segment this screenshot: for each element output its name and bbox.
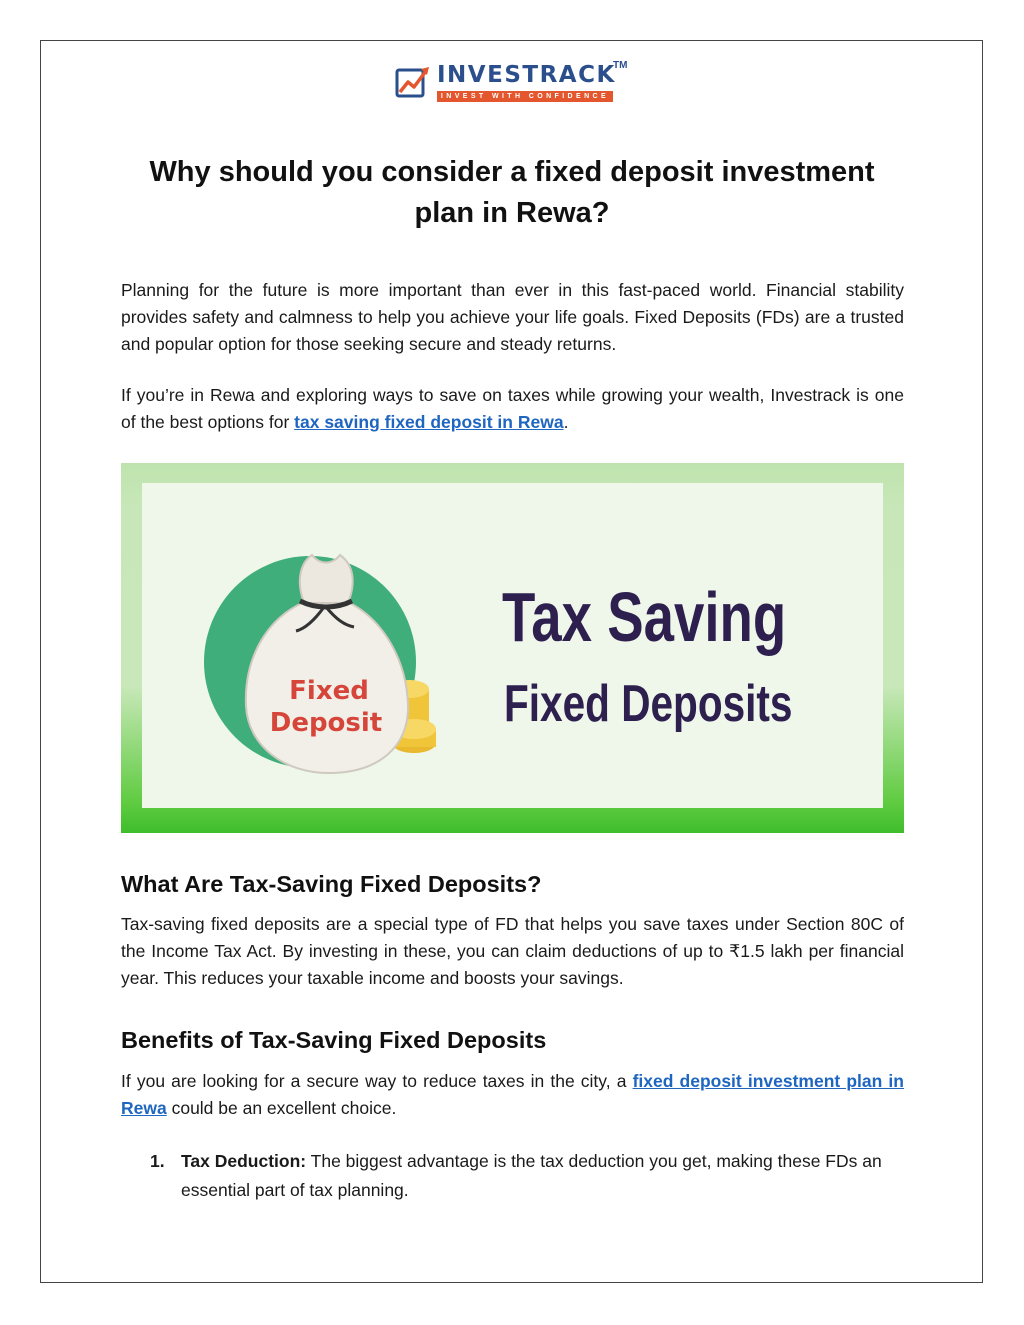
section2-body xyxy=(121,1068,904,1122)
section-heading-what-are: What Are Tax-Saving Fixed Deposits? xyxy=(121,871,542,897)
tax-saving-fd-link[interactable]: tax saving fixed deposit in Rewa xyxy=(294,412,564,432)
bag-label-line2: Deposit xyxy=(269,708,383,738)
section-heading-benefits: Benefits of Tax-Saving Fixed Deposits xyxy=(121,1027,547,1053)
banner-title-line2: Fixed Deposits xyxy=(504,675,793,733)
bag-label-line1: Fixed xyxy=(289,676,369,706)
tax-saving-fd-banner xyxy=(121,463,904,833)
logo-wordmark: INVESTRACK xyxy=(437,62,616,88)
intro-paragraph-2-end: . xyxy=(563,412,569,432)
fd-investment-plan-link[interactable]: fixed deposit investment plan in Rewa xyxy=(121,1071,904,1118)
list-item-body xyxy=(181,1147,903,1205)
list-item-text: The biggest advantage is the tax deduction you get, making these FDs an essential part of tax planning. xyxy=(181,1151,882,1200)
page-title: Why should you consider a fixed deposit investment plan in Rewa? xyxy=(149,156,875,229)
money-bag-icon xyxy=(204,511,444,781)
section1-body: Tax-saving fixed deposits are a special type of FD that helps you save taxes under Section 80C of the Income Tax Act. By investing in these, you can claim deductions of up to ₹1.5 lakh per financial year. This reduces your taxable income and boosts your savings. xyxy=(121,914,904,988)
banner-title-line1: Tax Saving xyxy=(502,578,787,656)
intro-paragraph-2-text: If you’re in Rewa and exploring ways to save on taxes while growing your wealth, Investrack is one of the best options for xyxy=(121,385,904,432)
growth-chart-icon xyxy=(395,64,431,100)
section2-body-end: could be an excellent choice. xyxy=(166,1098,397,1118)
list-item-number: 1. xyxy=(150,1151,165,1171)
intro-paragraph-2 xyxy=(121,382,904,436)
list-item-heading: Tax Deduction: xyxy=(181,1151,307,1171)
intro-paragraph-1: Planning for the future is more important than ever in this fast-paced world. Financial stability provides safety and calmness to help you achieve your life goals. Fixed Deposits (FDs) are a trusted and popular option for those seeking secure and steady returns. xyxy=(121,280,904,354)
logo-trademark: TM xyxy=(613,60,628,71)
banner-panel xyxy=(142,483,883,808)
section2-body-text: If you are looking for a secure way to reduce taxes in the city, a xyxy=(121,1071,633,1091)
investrack-logo xyxy=(395,60,628,106)
logo-tagline: INVEST WITH CONFIDENCE xyxy=(437,91,613,102)
